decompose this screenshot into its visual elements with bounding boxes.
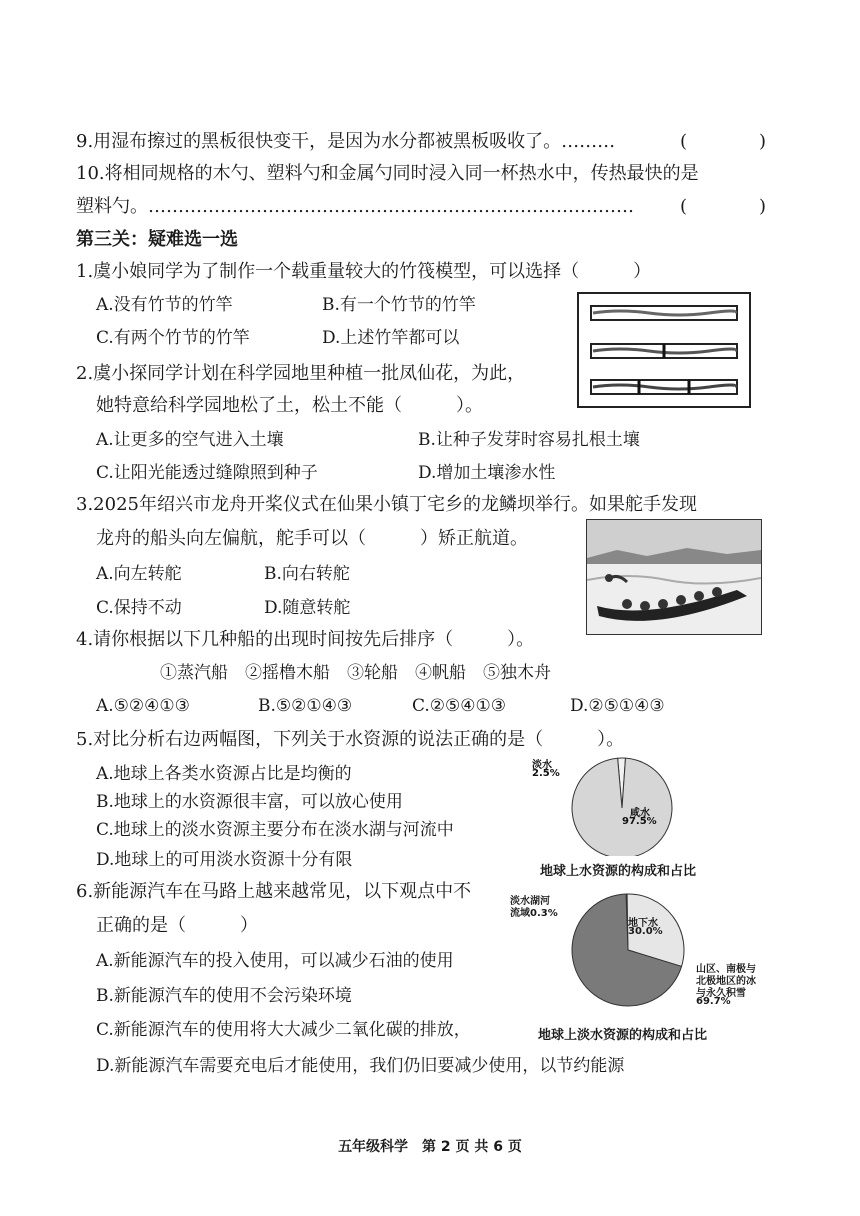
mc6-option-b: B.新能源汽车的使用不会污染环境 — [96, 986, 352, 1006]
pie-chart-freshwater — [510, 884, 772, 1024]
mc1-option-a: A.没有竹节的竹竿 — [96, 295, 233, 315]
pie1-salt-label: 咸水 — [630, 808, 650, 819]
mc2-stem-line2: 她特意给科学园地松了土，松土不能（ ）。 — [96, 395, 483, 416]
q9-text: 9.用湿布擦过的黑板很快变干，是因为水分都被黑板吸收了。……… — [76, 131, 616, 152]
mc3-option-b: B.向右转舵 — [264, 564, 350, 584]
mc5-option-a: A.地球上各类水资源占比是均衡的 — [96, 764, 352, 784]
mc1-stem: 1.虞小娘同学为了制作一个载重量较大的竹筏模型，可以选择（ ） — [76, 261, 652, 282]
pie2-ice-label1: 山区、南极与 — [696, 964, 756, 975]
mc6-option-d: D.新能源汽车需要充电后才能使用，我们仍旧要减少使用，以节约能源 — [96, 1056, 625, 1076]
mc5-option-c: C.地球上的淡水资源主要分布在淡水湖与河流中 — [96, 820, 454, 840]
mc3-option-d: D.随意转舵 — [264, 598, 351, 618]
pie1-fresh-value: 2.5% — [532, 768, 560, 779]
mc4-option-a: A.⑤②④①③ — [96, 696, 190, 716]
mc6-stem-line1: 6.新能源汽车在马路上越来越常见，以下观点中不 — [76, 881, 472, 902]
mc5-stem: 5.对比分析右边两幅图，下列关于水资源的说法正确的是（ ）。 — [76, 729, 625, 750]
mc4-stem: 4.请你根据以下几种船的出现时间按先后排序（ ）。 — [76, 629, 535, 650]
mc1-option-d: D.上述竹竿都可以 — [322, 328, 460, 348]
section3-title: 第三关：疑难选一选 — [76, 229, 238, 250]
mc2-option-d: D.增加土壤渗水性 — [418, 463, 556, 483]
mc2-option-c: C.让阳光能透过缝隙照到种子 — [96, 463, 318, 483]
pie2-ice-label2: 北极地区的冰 — [696, 976, 756, 987]
mc2-option-b: B.让种子发芽时容易扎根土壤 — [418, 430, 640, 450]
pie2-lake-label2: 流域0.3% — [510, 908, 558, 919]
mc5-option-b: B.地球上的水资源很丰富，可以放心使用 — [96, 792, 403, 812]
pie2-lake-label: 淡水湖河 — [510, 896, 550, 907]
mc1-option-c: C.有两个竹节的竹竿 — [96, 328, 250, 348]
pie1-caption: 地球上水资源的构成和占比 — [540, 864, 697, 879]
q10-line1: 10.将相同规格的木勺、塑料勺和金属勺同时浸入同一杯热水中，传热最快的是 — [76, 163, 699, 184]
mc4-option-d: D.②⑤①④③ — [570, 696, 665, 716]
mc4-ship-list: ①蒸汽船 ②摇橹木船 ③轮船 ④帆船 ⑤独木舟 — [160, 663, 551, 683]
mc4-option-b: B.⑤②①④③ — [258, 696, 353, 716]
pie1-salt-value: 97.5% — [622, 816, 657, 827]
dragon-boat-icon — [587, 520, 761, 634]
pie2-caption: 地球上淡水资源的构成和占比 — [538, 1028, 708, 1043]
q10-answer-paren: ( ) — [680, 196, 767, 217]
page-footer: 五年级科学 第 2 页 共 6 页 — [338, 1139, 522, 1155]
q9-answer-paren: ( ) — [680, 131, 767, 152]
mc3-stem-line2: 龙舟的船头向左偏航，舵手可以（ ）矫正航道。 — [96, 528, 528, 549]
pie2-ground-value: 30.0% — [628, 926, 663, 937]
pie1-fresh-label: 淡水 — [532, 760, 552, 771]
mc3-stem-line1: 3.2025年绍兴市龙舟开桨仪式在仙果小镇丁宅乡的龙鳞坝举行。如果舵手发现 — [76, 494, 697, 515]
mc4-option-c: C.②⑤④①③ — [412, 696, 507, 716]
pie2-ice-value: 69.7% — [696, 996, 731, 1007]
mc2-option-a: A.让更多的空气进入土壤 — [96, 430, 284, 450]
mc5-option-d: D.地球上的可用淡水资源十分有限 — [96, 850, 353, 870]
mc3-option-a: A.向左转舵 — [96, 564, 182, 584]
mc6-stem-line2: 正确的是（ ） — [96, 915, 258, 936]
pie2-ground-label: 地下水 — [628, 918, 658, 929]
bamboo-figure — [577, 292, 751, 408]
mc1-option-b: B.有一个竹节的竹竿 — [322, 295, 476, 315]
mc3-option-c: C.保持不动 — [96, 598, 182, 618]
pie2-ice-label3: 与永久积雪 — [696, 988, 746, 999]
mc2-stem-line1: 2.虞小探同学计划在科学园地里种植一批凤仙花，为此， — [76, 363, 526, 384]
mc6-option-c: C.新能源汽车的使用将大大减少二氧化碳的排放， — [96, 1020, 471, 1040]
mc6-option-a: A.新能源汽车的投入使用，可以减少石油的使用 — [96, 951, 454, 971]
dragon-boat-photo — [586, 519, 762, 635]
bamboo-poles-image — [579, 294, 749, 406]
q10-line2: 塑料勺。……………………………………………………………………… — [76, 196, 634, 217]
